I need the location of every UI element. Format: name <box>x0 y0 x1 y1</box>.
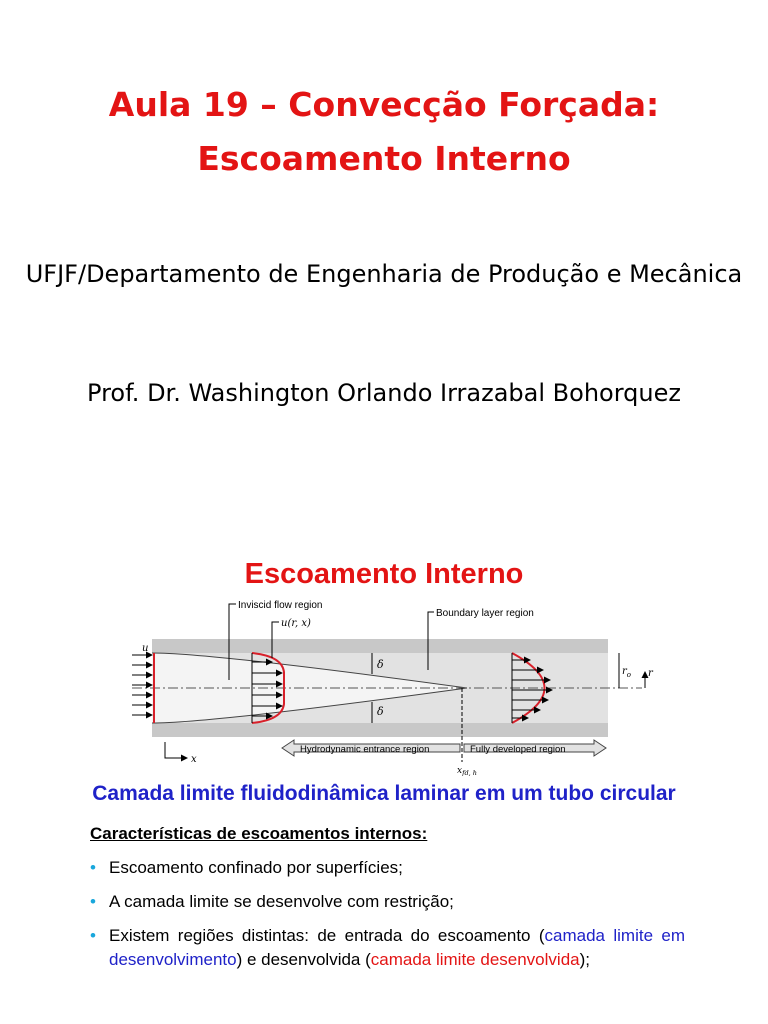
characteristics-heading: Características de escoamentos internos: <box>90 824 428 843</box>
ro-label: $r_o$ <box>622 666 631 679</box>
embedded-slide-heading: Escoamento Interno <box>244 558 524 590</box>
list-item <box>90 924 685 972</box>
characteristics-list <box>90 856 685 982</box>
velocity-label: u(r, x) <box>281 618 311 629</box>
slide-title <box>0 78 768 186</box>
bullet-highlight-red: camada limite desenvolvida <box>370 950 580 969</box>
delta-top-label: δ <box>377 658 384 671</box>
department-text: UFJF/Departamento de Engenharia de Produção e Mecânica <box>25 260 743 288</box>
delta-bottom-label: δ <box>377 705 384 718</box>
inlet-velocity-arrows <box>132 655 152 715</box>
boundary-layer-label: Boundary layer region <box>436 608 534 619</box>
inlet-velocity-label: u <box>142 643 149 654</box>
title-line-1: Aula 19 – Convecção Forçada: <box>108 85 660 124</box>
title-line-2: Escoamento Interno <box>197 139 571 178</box>
bullet-text-part: ) e desenvolvida ( <box>236 950 371 969</box>
list-item <box>90 856 685 880</box>
x-axis-arrow <box>165 742 187 758</box>
hydrodynamic-entrance-label: Hydrodynamic entrance region <box>300 744 430 755</box>
inviscid-label: Inviscid flow region <box>238 600 323 611</box>
bullet-text-part: ); <box>579 950 590 969</box>
fully-developed-label: Fully developed region <box>470 744 566 755</box>
pipe-bottom-wall <box>152 723 608 737</box>
professor-name: Prof. Dr. Washington Orlando Irrazabal Bohorquez <box>87 379 681 407</box>
bullet-text: A camada limite se desenvolve com restrição; <box>109 892 454 911</box>
bullet-highlight-blue: camada limite em desenvolvimento <box>109 926 686 969</box>
bullet-text-part: Existem regiões distintas: de entrada do escoamento ( <box>109 926 545 945</box>
bullet-icon: • <box>90 892 96 911</box>
x-axis-label: x <box>191 754 197 765</box>
r-label: r <box>648 668 653 679</box>
pipe-flow-diagram <box>112 592 656 776</box>
list-item <box>90 890 685 914</box>
xfd-label: $x_{fd, h}$ <box>457 766 477 776</box>
bullet-icon: • <box>90 858 96 877</box>
pipe-top-wall <box>152 639 608 653</box>
diagram-caption: Camada limite fluidodinâmica laminar em um tubo circular <box>92 782 676 805</box>
bullet-text: Escoamento confinado por superfícies; <box>109 858 403 877</box>
bullet-icon: • <box>90 926 96 945</box>
